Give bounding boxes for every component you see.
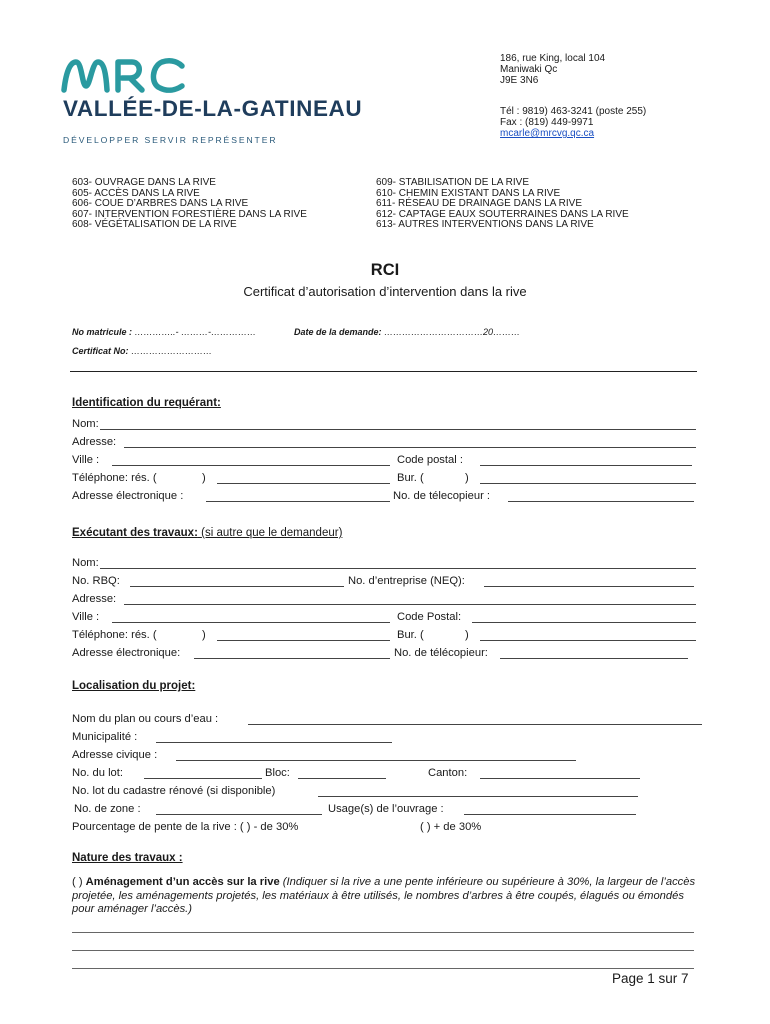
matricule-label: No matricule : xyxy=(72,327,133,337)
email-link[interactable]: mcarle@mrcvg.qc.ca xyxy=(500,128,595,139)
code-item: 613- AUTRES INTERVENTIONS DANS LA RIVE xyxy=(376,219,594,231)
code-item: 609- STABILISATION DE LA RIVE xyxy=(376,177,530,188)
code-postal-input[interactable] xyxy=(472,611,696,623)
certificat-dots: ……………………… xyxy=(131,346,213,356)
code-item: 610- CHEMIN EXISTANT DANS LA RIVE xyxy=(376,187,561,199)
usage-label: Usage(s) de l’ouvrage : xyxy=(328,803,444,815)
ville-input[interactable] xyxy=(112,454,390,466)
paren-close: ) xyxy=(202,472,206,484)
code-item: 612- CAPTAGE EAUX SOUTERRAINES DANS LA RIVE xyxy=(376,208,629,220)
nature-checkbox[interactable]: ( ) xyxy=(72,876,83,888)
adresse-label: Adresse: xyxy=(72,593,117,605)
codes-left-list xyxy=(72,178,307,231)
bloc-label: Bloc: xyxy=(265,767,290,779)
civique-label: Adresse civique : xyxy=(72,749,158,761)
telephone-input[interactable] xyxy=(217,629,390,641)
code-item: 608- VÉGÉTALISATION DE LA RIVE xyxy=(72,219,237,231)
section-requerant-heading: Identification du requérant: xyxy=(72,397,221,409)
section-nature-heading: Nature des travaux : xyxy=(72,852,183,864)
paren-close: ) xyxy=(202,629,206,641)
date-label: Date de la demande: xyxy=(294,327,382,337)
requerant-ville-row xyxy=(72,454,698,468)
nature-item-description: (Indiquer si la rive a une pente inférieure ou supérieure à 30%, la largeur de l’accès projetée, les aménagements projetés, les matériaux à être utilisés, le nombres d’arbres à être coupés, élagués ou émondés pour aménager l’accès.) xyxy=(72,876,696,915)
certificat-field[interactable] xyxy=(72,346,212,356)
mrc-logo xyxy=(60,52,186,102)
municipalite-row xyxy=(72,731,698,745)
civique-input[interactable] xyxy=(176,749,576,761)
executant-heading-text: Exécutant des travaux: xyxy=(72,527,198,539)
executant-rbq-row xyxy=(72,575,698,589)
adresse-label: Adresse: xyxy=(72,436,117,448)
code-item: 607- INTERVENTION FORESTIÈRE DANS LA RIVE xyxy=(72,208,307,220)
nature-item-title: Aménagement d’un accès sur la rive xyxy=(85,876,280,888)
municipalite-input[interactable] xyxy=(156,731,392,743)
cadastre-input[interactable] xyxy=(318,785,638,797)
nom-input[interactable] xyxy=(100,418,696,430)
bloc-input[interactable] xyxy=(298,767,386,779)
pente-plus-option[interactable]: ( ) + de 30% xyxy=(420,821,482,833)
certificat-label: Certificat No: xyxy=(72,346,129,356)
code-postal-label: Code Postal: xyxy=(397,611,462,623)
canton-label: Canton: xyxy=(428,767,468,779)
phone-number: Tél : 9819) 463-3241 (poste 255) xyxy=(500,106,647,117)
date-demande-field[interactable] xyxy=(294,327,520,337)
bureau-input[interactable] xyxy=(480,472,696,484)
adresse-input[interactable] xyxy=(124,593,696,605)
requerant-adresse-row xyxy=(72,436,698,450)
lot-row xyxy=(72,767,698,781)
ville-label: Ville : xyxy=(72,611,100,623)
nature-answer-line[interactable] xyxy=(72,950,694,951)
canton-input[interactable] xyxy=(480,767,640,779)
rbq-input[interactable] xyxy=(130,575,344,587)
logo-tagline: DÉVELOPPER SERVIR REPRÉSENTER xyxy=(63,135,278,145)
logo-name: VALLÉE-DE-LA-GATINEAU xyxy=(63,96,363,121)
plan-label: Nom du plan ou cours d’eau : xyxy=(72,713,219,725)
matricule-dots: …………..- ………-…………… xyxy=(134,327,257,337)
adresse-input[interactable] xyxy=(124,436,696,448)
code-postal-label: Code postal : xyxy=(397,454,463,466)
telephone-label: Téléphone: rés. ( xyxy=(72,472,157,484)
cadastre-row xyxy=(72,785,698,799)
zone-input[interactable] xyxy=(156,803,322,815)
code-item: 606- COUE D’ARBRES DANS LA RIVE xyxy=(72,198,249,210)
section-executant-heading xyxy=(72,527,342,539)
code-item: 605- ACCÈS DANS LA RIVE xyxy=(72,187,200,199)
nature-answer-line[interactable] xyxy=(72,968,694,969)
matricule-field[interactable] xyxy=(72,327,256,337)
courriel-label: Adresse électronique : xyxy=(72,490,184,502)
pente-row xyxy=(72,821,698,835)
codes-right-list xyxy=(376,178,629,231)
code-postal-input[interactable] xyxy=(480,454,692,466)
nom-label: Nom: xyxy=(72,557,99,569)
code-item: 603- OUVRAGE DANS LA RIVE xyxy=(72,177,216,188)
page-number: Page 1 sur 7 xyxy=(612,971,689,986)
telephone-label: Téléphone: rés. ( xyxy=(72,629,157,641)
requerant-nom-row xyxy=(72,418,698,432)
executant-courriel-row xyxy=(72,647,698,661)
lot-input[interactable] xyxy=(144,767,262,779)
requerant-telephone-row xyxy=(72,472,698,486)
executant-ville-row xyxy=(72,611,698,625)
date-dots: ……………………………20……… xyxy=(384,327,521,337)
cadastre-label: No. lot du cadastre rénové (si disponible) xyxy=(72,785,276,797)
requerant-courriel-row xyxy=(72,490,698,504)
lot-label: No. du lot: xyxy=(72,767,123,779)
ville-label: Ville : xyxy=(72,454,100,466)
bureau-input[interactable] xyxy=(480,629,696,641)
office-address: 186, rue King, local 104 Maniwaki Qc J9E 3N6 xyxy=(500,53,606,86)
bureau-label: Bur. ( xyxy=(397,472,424,484)
nature-answer-line[interactable] xyxy=(72,932,694,933)
rbq-label: No. RBQ: xyxy=(72,575,120,587)
fax-number: Fax : (819) 449-9971 xyxy=(500,117,594,128)
contact-info xyxy=(500,106,646,139)
telecopieur-label: No. de télécopieur: xyxy=(394,647,488,659)
courriel-label: Adresse électronique: xyxy=(72,647,181,659)
executant-heading-note: (si autre que le demandeur) xyxy=(201,527,343,539)
telephone-input[interactable] xyxy=(217,472,390,484)
municipalite-label: Municipalité : xyxy=(72,731,138,743)
document-title: RCI xyxy=(370,261,400,279)
section-localisation-heading: Localisation du projet: xyxy=(72,680,196,692)
paren-close: ) xyxy=(465,472,469,484)
nom-input[interactable] xyxy=(100,557,696,569)
nom-label: Nom: xyxy=(72,418,99,430)
paren-close: ) xyxy=(465,629,469,641)
telecopieur-input[interactable] xyxy=(508,490,694,502)
plan-row xyxy=(72,713,704,727)
ville-input[interactable] xyxy=(112,611,390,623)
zone-row xyxy=(72,803,698,817)
courriel-input[interactable] xyxy=(206,490,390,502)
plan-input[interactable] xyxy=(248,713,702,725)
code-item: 611- RÉSEAU DE DRAINAGE DANS LA RIVE xyxy=(376,198,582,210)
document-subtitle: Certificat d’autorisation d’intervention dans la rive xyxy=(243,284,527,299)
neq-label: No. d’entreprise (NEQ): xyxy=(348,575,465,587)
nature-item-acces xyxy=(72,876,702,917)
executant-nom-row xyxy=(72,557,698,571)
civique-row xyxy=(72,749,698,763)
bureau-label: Bur. ( xyxy=(397,629,424,641)
divider xyxy=(70,371,697,372)
neq-input[interactable] xyxy=(484,575,694,587)
telecopieur-input[interactable] xyxy=(500,647,688,659)
executant-telephone-row xyxy=(72,629,698,643)
pente-moins-option[interactable]: Pourcentage de pente de la rive : ( ) - de 30% xyxy=(72,821,299,833)
usage-input[interactable] xyxy=(464,803,636,815)
executant-adresse-row xyxy=(72,593,698,607)
telecopieur-label: No. de télecopieur : xyxy=(393,490,491,502)
zone-label: No. de zone : xyxy=(74,803,141,815)
courriel-input[interactable] xyxy=(194,647,390,659)
